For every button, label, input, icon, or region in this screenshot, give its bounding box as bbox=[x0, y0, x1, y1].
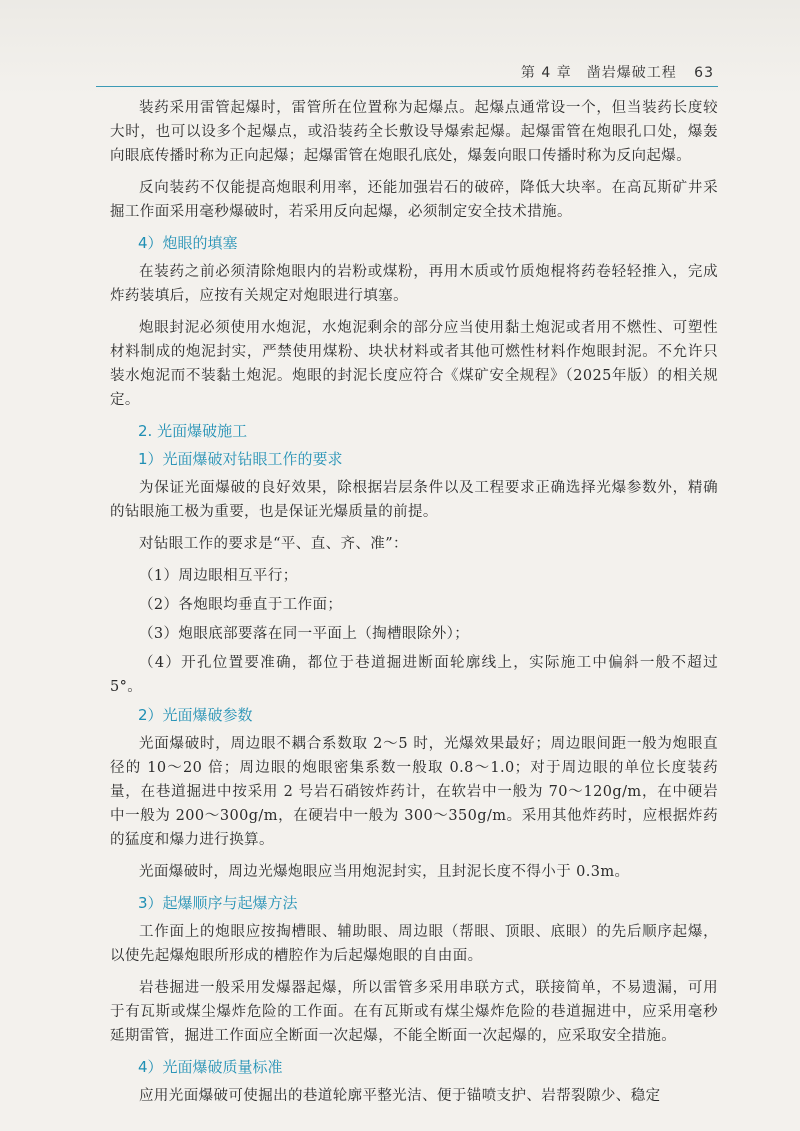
list-item: （3）炮眼底部要落在同一平面上（掏槽眼除外）； bbox=[139, 626, 470, 642]
list-item: （2）各炮眼均垂直于工作面； bbox=[139, 597, 343, 613]
chapter-title: 第 4 章 凿岩爆破工程 bbox=[520, 65, 677, 81]
paragraph-sequence: 工作面上的炮眼应按掏槽眼、辅助眼、周边眼（帮眼、顶眼、底眼）的先后顺序起爆，以使先起爆炮眼所形成的槽腔作为后起爆炮眼的自由面。 bbox=[110, 924, 718, 964]
heading-drilling-requirements: 1）光面爆破对钻眼工作的要求 bbox=[138, 450, 343, 468]
list-item: （4）开孔位置要准确，都位于巷道掘进断面轮廓线上，实际施工中偏斜一般不超过 5°。 bbox=[110, 655, 718, 695]
paragraph-drilling-importance: 为保证光面爆破的良好效果，除根据岩层条件以及工程要求正确选择光爆参数外，精确的钻眼施工极为重要，也是保证光爆质量的前提。 bbox=[110, 480, 718, 520]
paragraph-quality: 应用光面爆破可使掘出的巷道轮廓平整光洁、便于锚喷支护、岩帮裂隙少、稳定 bbox=[139, 1088, 661, 1104]
heading-blasting-parameters: 2）光面爆破参数 bbox=[138, 706, 253, 724]
paragraph-stemming-prep: 在装药之前必须清除炮眼内的岩粉或煤粉，再用木质或竹质炮棍将药卷轻轻推入，完成炸药装填后，应按有关规定对炮眼进行填塞。 bbox=[110, 264, 718, 304]
heading-smooth-blasting: 2. 光面爆破施工 bbox=[138, 422, 248, 440]
heading-initiation-sequence: 3）起爆顺序与起爆方法 bbox=[138, 894, 298, 912]
page-body bbox=[110, 96, 718, 1116]
page-number: 63 bbox=[694, 65, 714, 81]
list-item: （1）周边眼相互平行； bbox=[139, 568, 298, 584]
paragraph-stemming-length: 光面爆破时，周边光爆炮眼应当用炮泥封实，且封泥长度不得小于 0.3m。 bbox=[139, 864, 630, 880]
paragraph-reverse-charging: 反向装药不仅能提高炮眼利用率，还能加强岩石的破碎，降低大块率。在高瓦斯矿井采掘工作面采用毫秒爆破时，若采用反向起爆，必须制定安全技术措施。 bbox=[110, 180, 718, 220]
paragraph-parameters: 光面爆破时，周边眼不耦合系数取 2～5 时，光爆效果最好；周边眼间距一般为炮眼直径的 10～20 倍；周边眼的炮眼密集系数一般取 0.8～1.0；对于周边眼的单位长度装药量，在巷道掘进中按采用 2 号岩石硝铵炸药计，在软岩中一般为 70～120g/m，在中硬岩中一般为 200～300g/m，在硬岩中一般为 300～350g/m。采用其他炸药时，应根据炸药的猛度和爆力进行换算。 bbox=[110, 736, 718, 848]
heading-quality-standard: 4）光面爆破质量标准 bbox=[138, 1058, 283, 1076]
paragraph-detonator: 岩巷掘进一般采用发爆器起爆，所以雷管多采用串联方式，联接简单，不易遗漏，可用于有瓦斯或煤尘爆炸危险的工作面。在有瓦斯或有煤尘爆炸危险的巷道掘进中，应采用毫秒延期雷管，掘进工作面应全断面一次起爆，不能全断面一次起爆的，应采取安全措施。 bbox=[110, 980, 718, 1044]
paragraph-initiation-point: 装药采用雷管起爆时，雷管所在位置称为起爆点。起爆点通常设一个，但当装药长度较大时，也可以设多个起爆点，或沿装药全长敷设导爆索起爆。起爆雷管在炮眼孔口处，爆轰向眼底传播时称为正向起爆；起爆雷管在炮眼孔底处，爆轰向眼口传播时称为反向起爆。 bbox=[110, 100, 718, 164]
paragraph-drilling-rules: 对钻眼工作的要求是“平、直、齐、准”： bbox=[139, 536, 408, 552]
running-head bbox=[521, 62, 714, 82]
header-divider bbox=[96, 86, 718, 87]
paragraph-stemming-material: 炮眼封泥必须使用水炮泥，水炮泥剩余的部分应当使用黏土炮泥或者用不燃性、可塑性材料制成的炮泥封实，严禁使用煤粉、块状材料或者其他可燃性材料作炮眼封泥。不允许只装水炮泥而不装黏土炮泥。炮眼的封泥长度应符合《煤矿安全规程》（2025年版）的相关规定。 bbox=[110, 320, 718, 408]
heading-stemming: 4）炮眼的填塞 bbox=[138, 234, 238, 252]
